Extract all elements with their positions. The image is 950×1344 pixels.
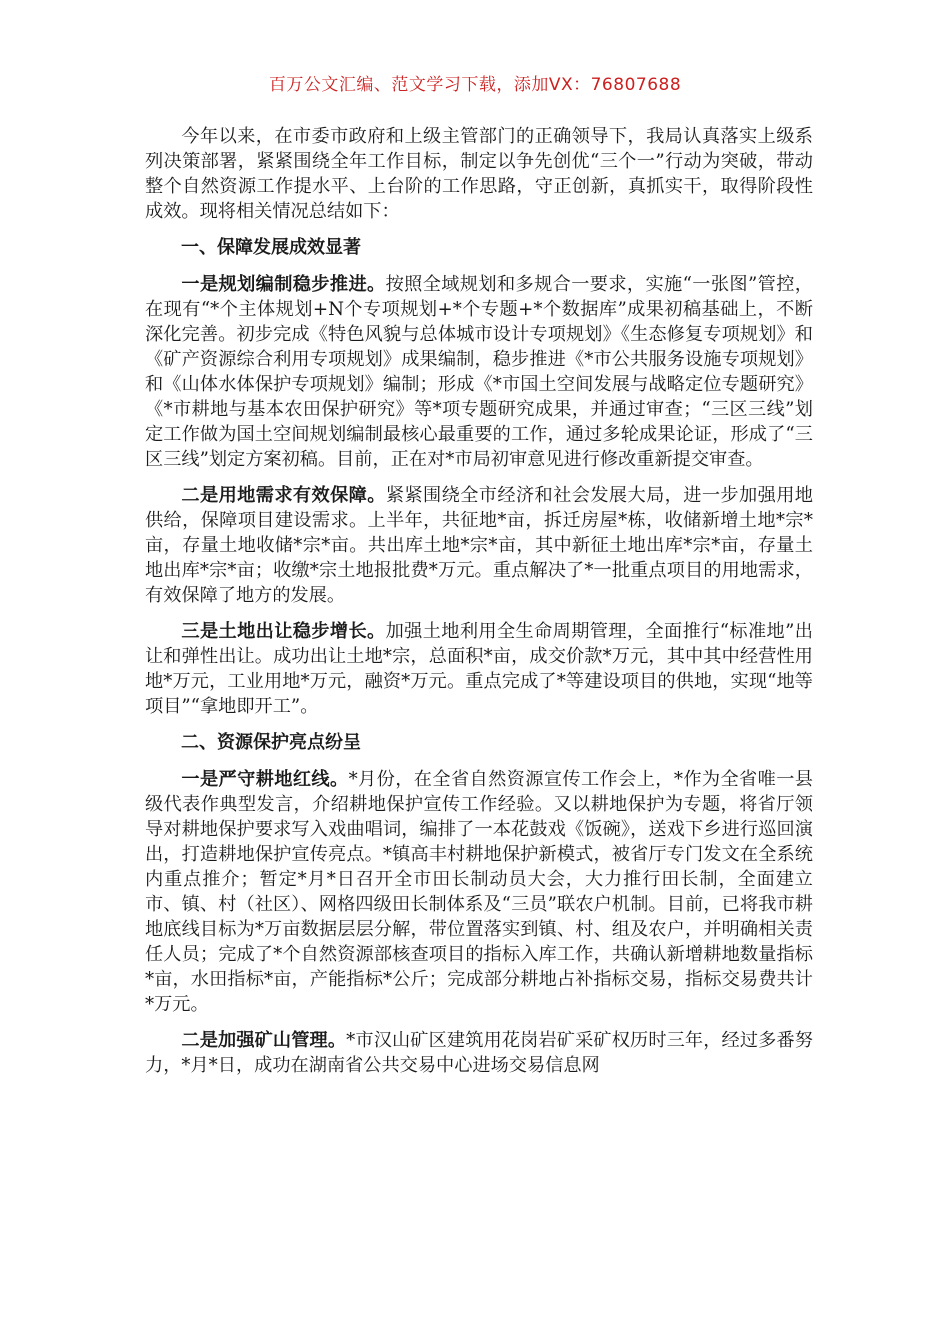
- item-lead: 一是严守耕地红线。: [181, 769, 349, 790]
- section-1-heading: 一、保障发展成效显著: [181, 237, 361, 258]
- item-text: 加强土地利用全生命周期管理，全面推行“标准地”出让和弹性出让。成功出让土地*宗，总面积*亩，成交价款*万元，其中其中经营性用地*万元，工业用地*万元，融资*万元。重点完成了*等建设项目的供地，实现“地等项目”“拿地即开工”。: [145, 621, 813, 717]
- intro-paragraph: 今年以来，在市委市政府和上级主管部门的正确领导下，我局认真落实上级系列决策部署，紧紧围绕全年工作目标，制定以争先创优“三个一”行动为突破，带动整个自然资源工作提水平、上台阶的工作思路，守正创新，真抓实干，取得阶段性成效。现将相关情况总结如下：: [145, 126, 813, 222]
- section-1-item-1: [145, 272, 813, 472]
- section-2-heading: 二、资源保护亮点纷呈: [181, 732, 361, 753]
- item-lead: 二是加强矿山管理。: [181, 1030, 347, 1051]
- section-1-item-3: [145, 619, 813, 719]
- item-lead: 三是土地出让稳步增长。: [181, 621, 386, 642]
- item-text: *市汉山矿区建筑用花岗岩矿采矿权历时三年，经过多番努力，*月*日，成功在湖南省公共交易中心进场交易信息网: [145, 1030, 813, 1076]
- document-body: [145, 124, 813, 1089]
- item-lead: 二是用地需求有效保障。: [181, 485, 386, 506]
- item-lead: 一是规划编制稳步推进。: [181, 274, 386, 295]
- watermark-banner: 百万公文汇编、范文学习下载，添加VX：76807688: [268, 75, 682, 95]
- section-2-item-2: [145, 1028, 813, 1078]
- item-text: 按照全域规划和多规合一要求，实施“一张图”管控，在现有“*个主体规划+N个专项规划+*个专题+*个数据库”成果初稿基础上，不断深化完善。初步完成《特色风貌与总体城市设计专项规划》《生态修复专项规划》和《矿产资源综合利用专项规划》成果编制，稳步推进《*市公共服务设施专项规划》和《山体水体保护专项规划》编制；形成《*市国土空间发展与战略定位专题研究》《*市耕地与基本农田保护研究》等*项专题研究成果，并通过审查；“三区三线”划定工作做为国土空间规划编制最核心最重要的工作，通过多轮成果论证，形成了“三区三线”划定方案初稿。目前，正在对*市局初审意见进行修改重新提交审查。: [145, 274, 813, 470]
- item-text: 紧紧围绕全市经济和社会发展大局，进一步加强用地供给，保障项目建设需求。上半年，共征地*亩，拆迁房屋*栋，收储新增土地*宗*亩，存量土地收储*宗*亩。共出库土地*宗*亩，其中新征土地出库*宗*亩，存量土地出库*宗*亩；收缴*宗土地报批费*万元。重点解决了*一批重点项目的用地需求，有效保障了地方的发展。: [145, 485, 813, 606]
- item-text: *月份，在全省自然资源宣传工作会上，*作为全省唯一县级代表作典型发言，介绍耕地保护宣传工作经验。又以耕地保护为专题，将省厅领导对耕地保护要求写入戏曲唱词，编排了一本花鼓戏《饭碗》，送戏下乡进行巡回演出，打造耕地保护宣传亮点。*镇高丰村耕地保护新模式，被省厅专门发文在全系统内重点推介；暂定*月*日召开全市田长制动员大会，大力推行田长制，全面建立市、镇、村（社区）、网格四级田长制体系及“三员”联农户机制。目前，已将我市耕地底线目标为*万亩数据层层分解，带位置落实到镇、村、组及农户，并明确相关责任人员；完成了*个自然资源部核查项目的指标入库工作，共确认新增耕地数量指标*亩，水田指标*亩，产能指标*公斤；完成部分耕地占补指标交易，指标交易费共计*万元。: [145, 769, 813, 1015]
- section-2-item-1: [145, 767, 813, 1017]
- section-1-item-2: [145, 483, 813, 608]
